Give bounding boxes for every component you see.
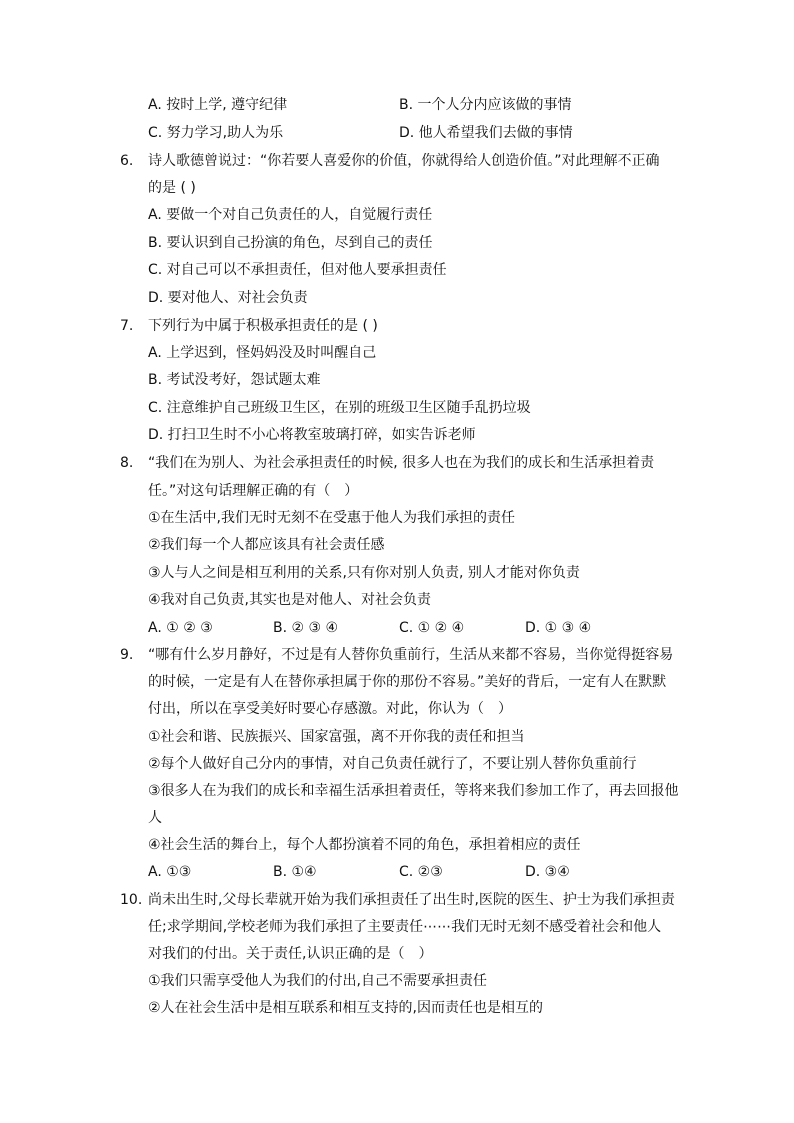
q7-option-a: A. 上学迟到，怪妈妈没及时叫醒自己	[148, 345, 377, 361]
q6-stem-line-2: 的是 ( )	[148, 180, 196, 196]
q9-statement-3-line-2: 人	[148, 810, 162, 826]
q10-stem-line-3: 对我们的付出。关于责任,认识正确的是（ ）	[148, 946, 433, 962]
q8-option-c: C. ① ② ④	[399, 620, 465, 636]
q8-option-b: B. ② ③ ④	[273, 620, 339, 636]
q9-stem-line-1: “哪有什么岁月静好，不过是有人替你负重前行，生活从来都不容易，当你觉得挺容易	[148, 647, 674, 663]
q5-option-a: A. 按时上学, 遵守纪律	[148, 97, 288, 113]
q8-stem-line-2: 任。”对这句话理解正确的有（ ）	[148, 483, 359, 499]
q6-option-a: A. 要做一个对自己负责任的人，自觉履行责任	[148, 207, 433, 223]
q9-stem-line-2: 的时候，一定是有人在替你承担属于你的那份不容易。”美好的背后，一定有人在默默	[148, 674, 667, 690]
q7-stem: 下列行为中属于积极承担责任的是 ( )	[148, 318, 378, 334]
q9-statement-2: ②每个人做好自己分内的事情，对自己负责任就行了，不要让别人替你负重前行	[148, 756, 637, 772]
q7-option-d: D. 打扫卫生时不小心将教室玻璃打碎，如实告诉老师	[148, 427, 476, 443]
q9-statement-1: ①社会和谐、民族振兴、国家富强，离不开你我的责任和担当	[148, 729, 525, 745]
q8-option-d: D. ① ③ ④	[525, 620, 592, 636]
q5-option-d: D. 他人希望我们去做的事情	[399, 125, 573, 141]
q10-statement-1: ①我们只需享受他人为我们的付出,自己不需要承担责任	[148, 973, 487, 989]
q6-option-c: C. 对自己可以不承担责任，但对他人要承担责任	[148, 262, 447, 278]
q7-number: 7.	[120, 318, 134, 334]
q9-option-b: B. ①④	[273, 864, 317, 880]
q6-number: 6.	[120, 153, 134, 169]
q6-option-d: D. 要对他人、对社会负责	[148, 290, 308, 306]
q6-stem-line-1: 诗人歌德曾说过：“你若要人喜爱你的价值，你就得给人创造价值。”对此理解不正确	[148, 153, 660, 169]
q6-option-b: B. 要认识到自己扮演的角色，尽到自己的责任	[148, 235, 433, 251]
q9-option-a: A. ①③	[148, 864, 192, 880]
q9-option-d: D. ③④	[525, 864, 570, 880]
q8-number: 8.	[120, 455, 134, 471]
q8-statement-2: ②我们每一个人都应该具有社会责任感	[148, 537, 385, 553]
q7-option-c: C. 注意维护自己班级卫生区，在别的班级卫生区随手乱扔垃圾	[148, 400, 531, 416]
q8-statement-3: ③人与人之间是相互利用的关系,只有你对别人负责, 别人才能对你负责	[148, 565, 580, 581]
q10-stem-line-2: 任;求学期间,学校老师为我们承担了主要责任⋯⋯我们无时无刻不感受着社会和他人	[148, 919, 662, 935]
q7-option-b: B. 考试没考好，怨试题太难	[148, 372, 321, 388]
q9-number: 9.	[120, 647, 134, 663]
q8-option-a: A. ① ② ③	[148, 620, 213, 636]
q9-statement-4: ④社会生活的舞台上，每个人都扮演着不同的角色，承担着相应的责任	[148, 837, 581, 853]
q8-statement-4: ④我对自己负责,其实也是对他人、对社会负责	[148, 592, 431, 608]
q5-option-b: B. 一个人分内应该做的事情	[399, 97, 572, 113]
q10-stem-line-1: 尚未出生时,父母长辈就开始为我们承担责任了出生时,医院的医生、护士为我们承担责	[148, 892, 675, 908]
q10-number: 10.	[120, 892, 143, 908]
q9-option-c: C. ②③	[399, 864, 443, 880]
q10-statement-2: ②人在社会生活中是相互联系和相互支持的,因而责任也是相互的	[148, 1000, 543, 1016]
q8-statement-1: ①在生活中,我们无时无刻不在受惠于他人为我们承担的责任	[148, 510, 515, 526]
q9-stem-line-3: 付出，所以在享受美好时要心存感激。对此，你认为（ ）	[148, 701, 512, 717]
q8-stem-line-1: “我们在为别人、为社会承担责任的时候, 很多人也在为我们的成长和生活承担着责	[148, 455, 655, 471]
q5-option-c: C. 努力学习,助人为乐	[148, 125, 284, 141]
q9-statement-3-line-1: ③很多人在为我们的成长和幸福生活承担着责任，等将来我们参加工作了，再去回报他	[148, 783, 679, 799]
